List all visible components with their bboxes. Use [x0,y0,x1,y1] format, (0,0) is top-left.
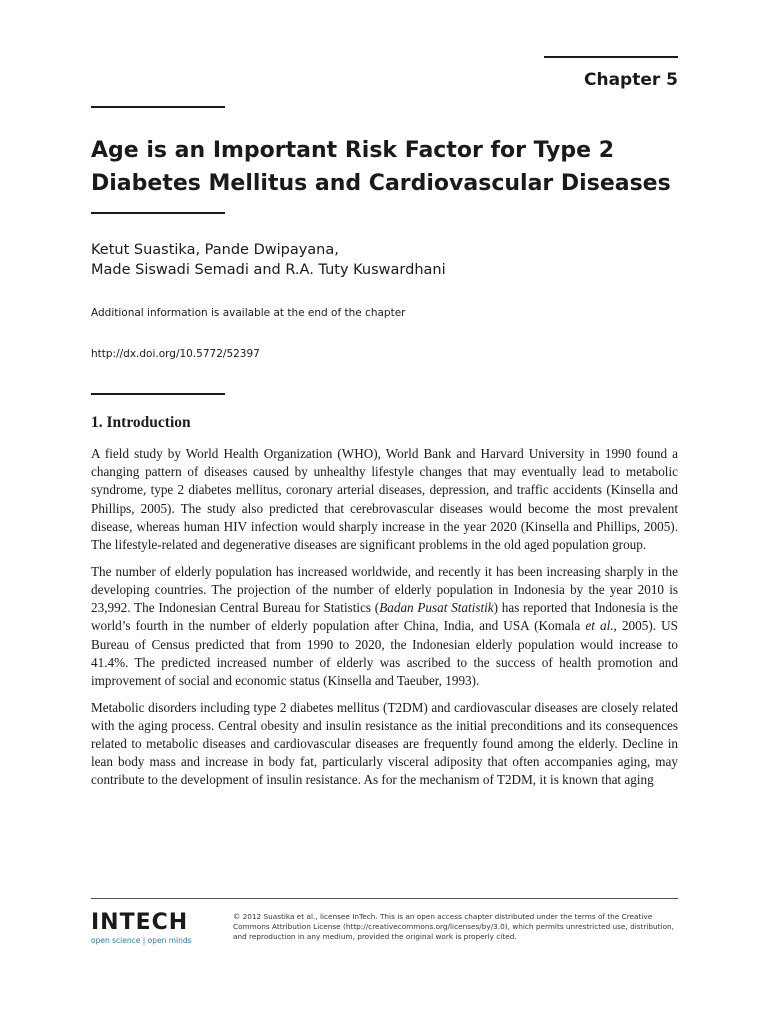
top-right-rule [544,56,678,58]
body-text [91,445,678,798]
doi-link[interactable]: http://dx.doi.org/10.5772/52397 [91,348,260,360]
paragraph-2-italic: Badan Pusat Statistik [379,600,494,616]
title-line-1: Age is an Important Risk Factor for Type 2 [91,138,615,163]
chapter-title [91,134,691,200]
paragraph-2-etal: et al [585,618,611,634]
paragraph-3: Metabolic disorders including type 2 diabetes mellitus (T2DM) and cardiovascular diseases are closely related with the aging process. Central obesity and insulin resistance as the initial preconditions and its consequences related to metabolic diseases and cardiovascular diseases are frequently found among the elderly. Decline in lean body mass and increase in body fat, particularly visceral adiposity that often accompanies aging, may contribute to the development of insulin resistance. As for the mechanism of T2DM, it is known that aging [91,699,678,788]
license-text: © 2012 Suastika et al., licensee InTech. This is an open access chapter distributed under the terms of the Creative Commons Attribution License (http://creativecommons.org/licenses/by/3.0), which permits unrestricted use, distribution, and reproduction in any medium, provided the original work is properly cited. [233,912,674,941]
logo-main: INTECH [91,910,189,935]
intech-logo [91,910,192,945]
chapter-label: Chapter 5 [583,70,678,90]
title-line-2: Diabetes Mellitus and Cardiovascular Diseases [91,171,671,196]
title-bottom-rule [91,212,225,214]
authors [91,240,446,280]
footer-rule [91,898,678,899]
section-heading: 1. Introduction [91,414,191,431]
paragraph-1: A field study by World Health Organization (WHO), World Bank and Harvard University in 1990 found a changing pattern of diseases caused by unhealthy lifestyle changes that may eventually lead to metabolic syndrome, type 2 diabetes mellitus, coronary arterial diseases, depression, and traffic accidents (Kinsella and Phillips, 2005). The study also predicted that cerebrovascular diseases would become the most prevalent disease, whereas human HIV infection would sharply increase in the year 2020 (Kinsella and Phillips, 2005). The lifestyle-related and degenerative diseases are significant problems in the old aged population group. [91,446,678,553]
paragraph-2-part-c: ., 2005). US Bureau of Census predicted that from 1990 to 2020, the Indonesian elderly population would increase to 41.4%. The predicted increased number of elderly was ascribed to the success of health promotion and improvement of social and economic status (Kinsella and Taeuber, 1993). [91,618,679,688]
paragraph-2-part-b: ) has reported that Indonesia is the world’s fourth in the number of elderly population after China, India, and USA (Komala [91,600,679,634]
logo-tagline: open science | open minds [91,936,192,945]
paragraph-2 [91,563,678,690]
paragraph-2-part-a: The number of elderly population has increased worldwide, and recently it has been increasing sharply in the developing countries. The projection of the number of elderly population in Indonesia by the year 2010 is 23,992. The Indonesian Central Bureau for Statistics ( [91,563,678,616]
authors-line-1: Ketut Suastika, Pande Dwipayana, [91,242,339,258]
title-top-rule [91,106,225,108]
authors-line-2: Made Siswadi Semadi and R.A. Tuty Kuswardhani [91,262,446,278]
section-rule [91,393,225,395]
additional-info: Additional information is available at the end of the chapter [91,307,406,319]
